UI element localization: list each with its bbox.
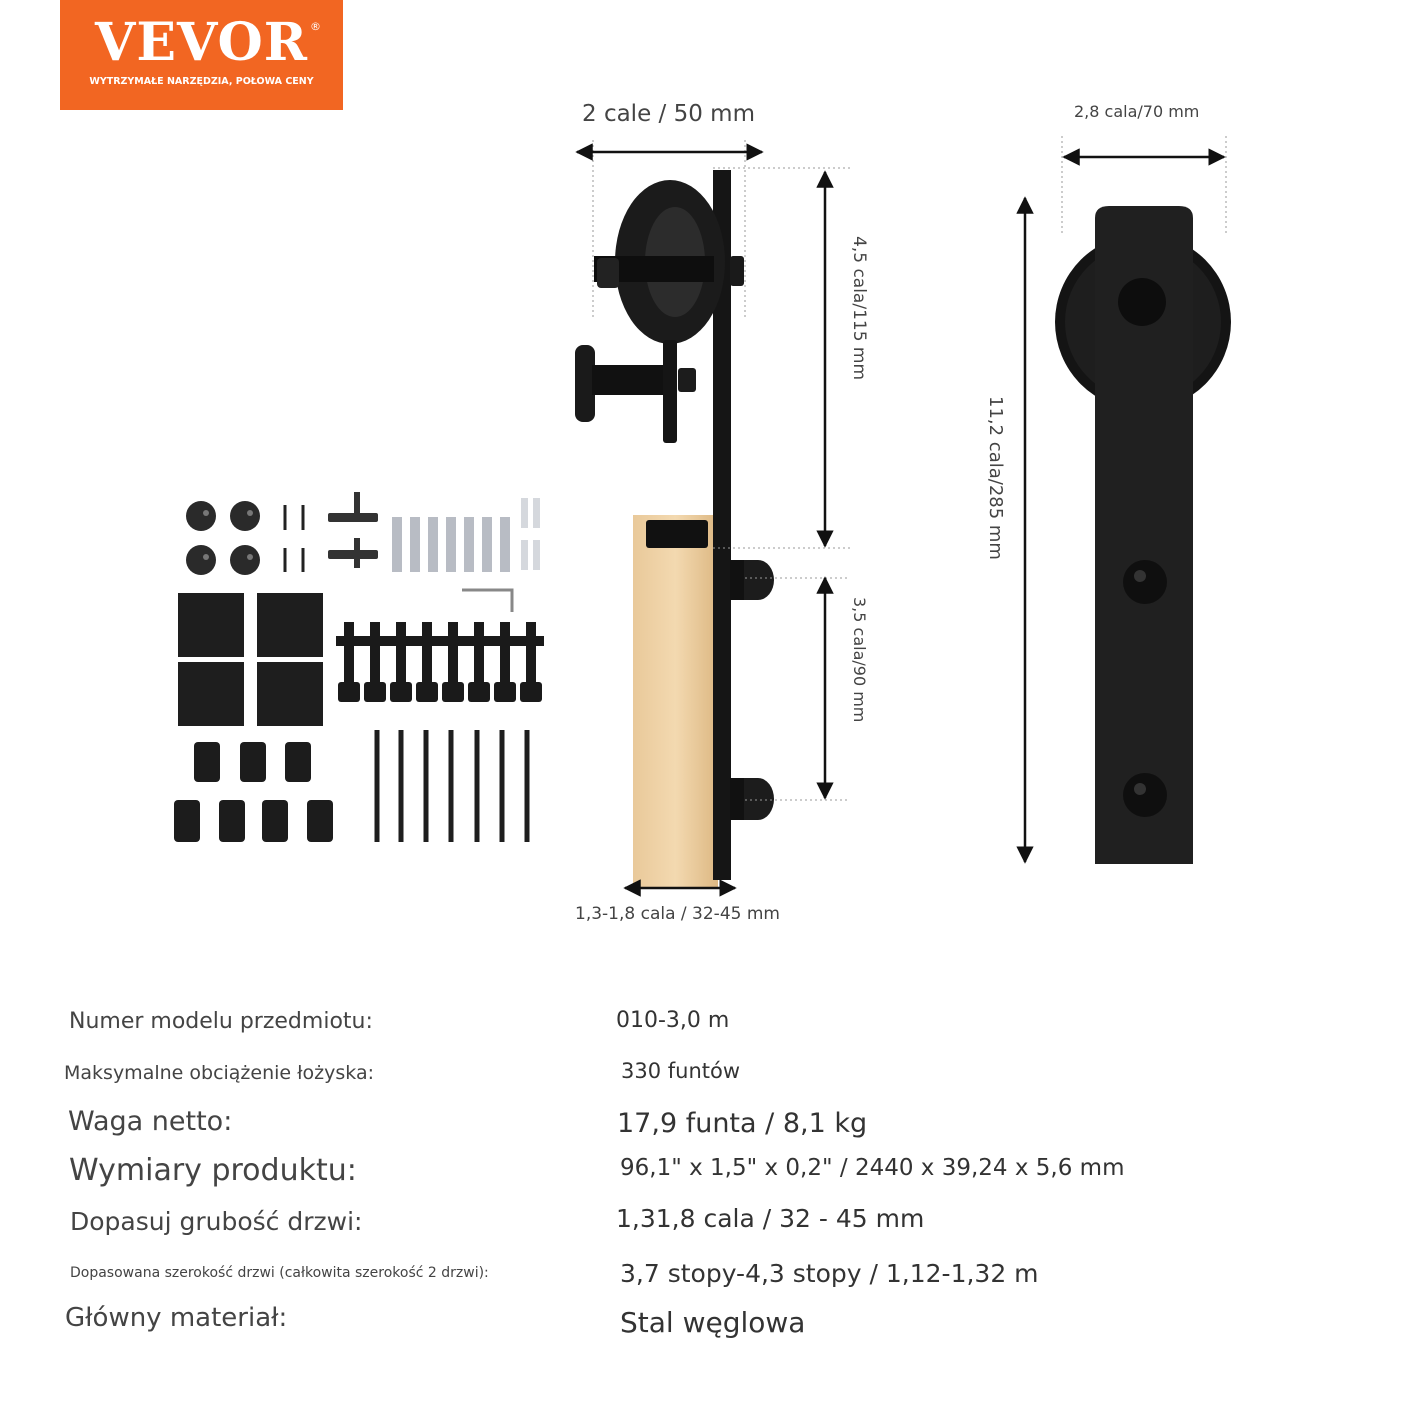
- brand-name: VEVOR: [95, 12, 308, 73]
- door-wood: [633, 515, 718, 887]
- registered-mark: ®: [310, 20, 321, 33]
- anchor-plugs: [521, 498, 540, 570]
- spacers: [174, 742, 333, 842]
- spec-label-material: Główny materiał:: [65, 1303, 288, 1333]
- t-stoppers: [328, 492, 378, 568]
- total-height-label: 11,2 cala/285 mm: [985, 396, 1006, 560]
- spec-value-max-load: 330 funtów: [621, 1059, 741, 1083]
- spec-label-max-load: Maksymalne obciążenie łożyska:: [64, 1062, 375, 1084]
- side-view-hanger: [575, 140, 850, 888]
- spec-value-material: Stal węglowa: [620, 1306, 806, 1339]
- bolt-upper: [730, 560, 774, 600]
- spec-value-net-weight: 17,9 funta / 8,1 kg: [617, 1108, 868, 1139]
- front-view-hanger: [1025, 136, 1231, 864]
- spec-value-door-thickness: 1,31,8 cala / 32 - 45 mm: [616, 1204, 925, 1233]
- small-screws: [285, 505, 303, 572]
- brand-tagline: WYTRZYMAŁE NARZĘDZIA, POŁOWA CENY: [89, 76, 314, 87]
- wall-anchors: [392, 517, 510, 572]
- floor-guides: [178, 593, 323, 726]
- mounting-bolts: [336, 622, 544, 702]
- spec-label-net-weight: Waga netto:: [68, 1106, 233, 1137]
- hardware-kit: [174, 492, 544, 842]
- lag-screws: [377, 730, 527, 842]
- bolt-lower: [730, 778, 774, 820]
- spec-value-dimensions: 96,1" x 1,5" x 0,2" / 2440 x 39,24 x 5,6 mm: [620, 1155, 1125, 1181]
- spec-value-model: 010-3,0 m: [616, 1008, 730, 1033]
- door-thickness-label: 1,3-1,8 cala / 32-45 mm: [575, 904, 780, 924]
- spec-label-model: Numer modelu przedmiotu:: [69, 1009, 373, 1034]
- strap-width-label: 2,8 cala/70 mm: [1074, 102, 1200, 121]
- roller-width-label: 2 cale / 50 mm: [582, 101, 755, 127]
- hex-key: [462, 590, 512, 612]
- front-bolt-upper: [1123, 560, 1167, 604]
- spec-label-dimensions: Wymiary produktu:: [69, 1153, 357, 1188]
- front-bolt-lower: [1123, 773, 1167, 817]
- spec-label-door-thickness: Dopasuj grubość drzwi:: [70, 1207, 363, 1236]
- spec-value-door-width: 3,7 stopy-4,3 stopy / 1,12-1,32 m: [620, 1259, 1039, 1288]
- bolt-spacing-label: 3,5 cala/90 mm: [850, 597, 869, 723]
- spec-label-door-width: Dopasowana szerokość drzwi (całkowita szerokość 2 drzwi):: [70, 1265, 489, 1281]
- hanger-upper-height-label: 4,5 cala/115 mm: [849, 236, 869, 381]
